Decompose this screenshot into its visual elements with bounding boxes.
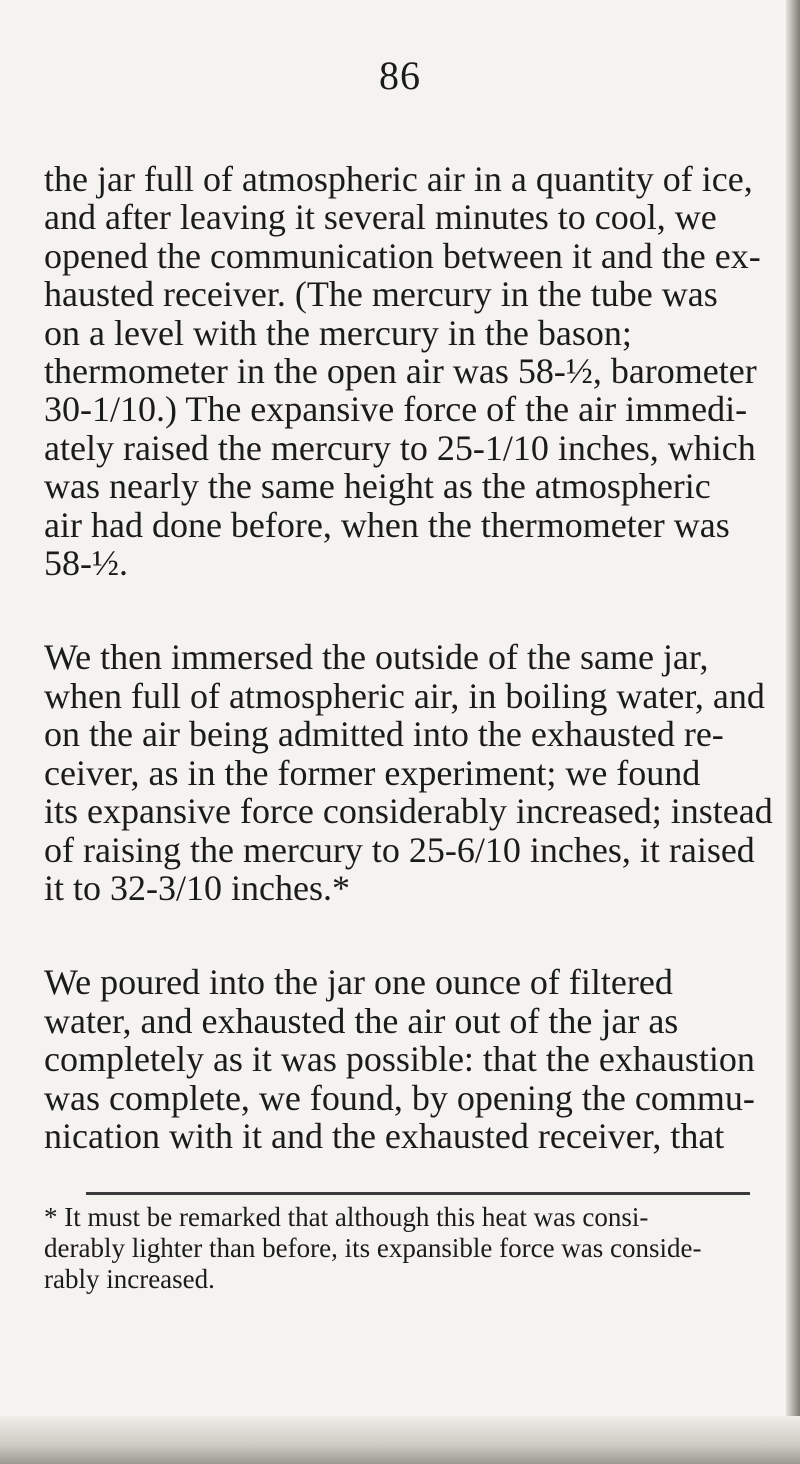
text-line: on a level with the mercury in the bason; — [44, 312, 632, 353]
text-line: its expansive force considerably increased; instead — [44, 791, 773, 832]
text-line: ately raised the mercury to 25-1/10 inches, which — [44, 427, 756, 468]
body-text — [44, 159, 773, 1156]
text-line: and after leaving it several minutes to cool, we — [44, 197, 717, 238]
text-line: was complete, we found, by opening the commu- — [44, 1077, 755, 1118]
text-line: was nearly the same height as the atmospheric — [44, 466, 711, 507]
paragraph-gap — [44, 582, 760, 638]
footnote-line: derably lighter than before, its expansible force was conside- — [44, 1233, 702, 1263]
text-line: air had done before, when the thermometer was — [44, 504, 730, 545]
text-line: hausted receiver. (The mercury in the tube was — [44, 274, 718, 315]
text-line: when full of atmospheric air, in boiling water, and — [44, 675, 765, 716]
page-binding-edge — [786, 0, 800, 1464]
paragraph-gap — [44, 907, 760, 963]
text-line: the jar full of atmospheric air in a quantity of ice, — [44, 159, 753, 199]
text-line: We poured into the jar one ounce of filtered — [44, 962, 673, 1003]
footnote-line: rably increased. — [44, 1264, 215, 1294]
page-bottom-edge — [0, 1416, 800, 1464]
text-line: opened the communication between it and the ex- — [44, 235, 761, 276]
text-line: completely as it was possible: that the exhaustion — [44, 1039, 755, 1080]
text-line: 30-1/10.) The expansive force of the air immedi- — [44, 389, 748, 430]
text-line: nication with it and the exhausted receiver, that — [44, 1115, 725, 1156]
footnote-divider — [86, 1192, 750, 1195]
text-line: water, and exhausted the air out of the jar as — [44, 1000, 679, 1041]
text-line: thermometer in the open air was 58-½, barometer — [44, 351, 757, 392]
footnote — [44, 1202, 760, 1295]
page-number: 86 — [379, 53, 421, 98]
text-line: it to 32-3/10 inches.* — [44, 867, 350, 908]
text-line: ceiver, as in the former experiment; we found — [44, 752, 701, 793]
text-line: of raising the mercury to 25-6/10 inches, it raised — [44, 829, 755, 870]
footnote-line: * It must be remarked that although this heat was consi- — [44, 1202, 649, 1232]
text-line: 58-½. — [44, 543, 128, 584]
text-line: We then immersed the outside of the same jar, — [44, 637, 709, 678]
text-line: on the air being admitted into the exhausted re- — [44, 714, 724, 755]
